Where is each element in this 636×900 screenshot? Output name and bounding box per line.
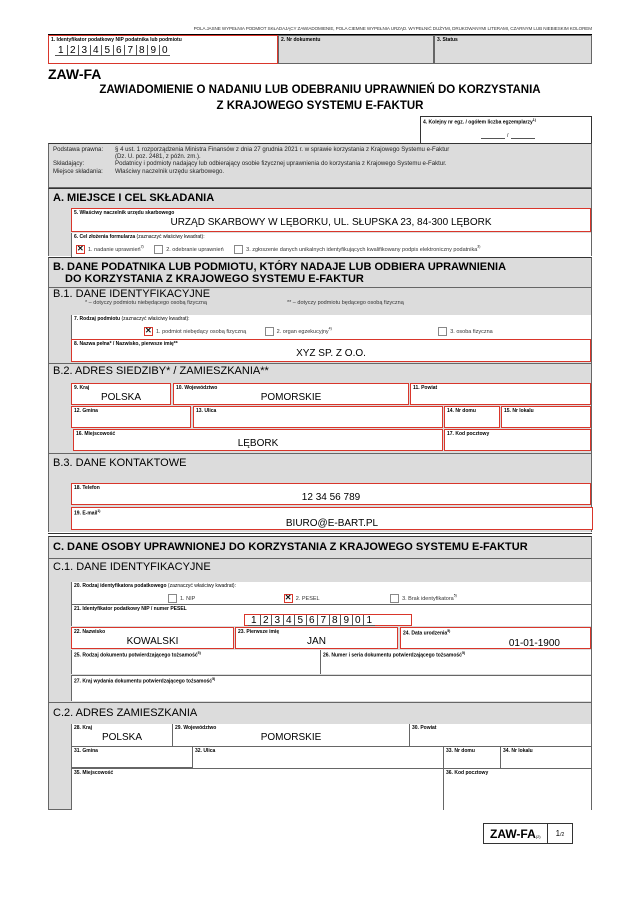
digit-cell: 9 (340, 615, 352, 626)
copy-number-field[interactable] (420, 116, 592, 144)
street-field[interactable] (193, 406, 443, 428)
digit-cell: 3 (78, 45, 90, 56)
entity-non-natural-label: 1. podmiot niebędący osobą fizyczną (156, 328, 247, 335)
section-b-title-line2: DO KORZYSTANIA Z KRAJOWEGO SYSTEMU E-FAKTUR (65, 273, 364, 285)
digit-cell: 4 (283, 615, 295, 626)
c-county-field[interactable] (410, 724, 591, 746)
status-label: 3. Status (437, 37, 458, 43)
digit-cell: 2 (67, 45, 79, 56)
country-value: POLSKA (100, 392, 142, 403)
section-b-title-line1: B. DANE PODATNIKA LUB PODMIOTU, KTÓRY NADAJE LUB ODBIERA UPRAWNIENIA (53, 261, 507, 273)
tax-office-value: URZĄD SKARBOWY W LĘBORKU, UL. SŁUPSKA 23, 84-300 LĘBORK (170, 217, 492, 228)
c-street-label: 32. Ulica (195, 748, 216, 754)
footnote-ref: 1) (532, 118, 536, 122)
county-field[interactable] (410, 383, 591, 405)
voivodeship-label: 10. Województwo (176, 385, 218, 391)
section-a (48, 188, 592, 256)
country-label: 9. Kraj (74, 385, 90, 391)
name-field[interactable] (71, 339, 591, 362)
c-commune-label: 31. Gmina (74, 748, 98, 754)
email-field[interactable] (71, 507, 593, 530)
legal-value: Właściwy naczelnik urzędu skarbowego. (115, 167, 225, 175)
copy-total-input[interactable] (511, 134, 535, 139)
c-voivodeship-field[interactable] (173, 724, 410, 746)
country-field[interactable] (71, 383, 171, 405)
id-none-label: 3. Brak identyfikatora (402, 595, 454, 602)
footnote-ref: 3) (477, 244, 481, 249)
id-pesel-checkbox[interactable] (284, 594, 293, 603)
postal-code-field[interactable] (444, 429, 591, 451)
phone-value: 12 34 56 789 (301, 492, 361, 503)
section-c (48, 536, 592, 810)
phone-label: 18. Telefon (74, 485, 100, 491)
apartment-number-label: 15. Nr lokalu (504, 408, 534, 414)
id-document-type-label: 25. Rodzaj dokumentu potwierdzającego tożsamość (74, 652, 198, 659)
c-house-number-label: 33. Nr domu (446, 748, 475, 754)
id-none-checkbox[interactable] (390, 594, 399, 603)
purpose-label: 6. Cel złożenia formularza (74, 234, 136, 240)
voivodeship-value: POMORSKIE (260, 392, 322, 403)
id-nip-checkbox[interactable] (168, 594, 177, 603)
c-voivodeship-value: POMORSKIE (260, 732, 322, 743)
section-c2-title: C.2. ADRES ZAMIESZKANIA (53, 707, 198, 719)
entity-non-natural-checkbox[interactable] (144, 327, 153, 336)
purpose-grant-checkbox[interactable] (76, 245, 85, 254)
birth-date-label: 24. Data urodzenia (403, 630, 448, 637)
legal-key: Składający: (53, 160, 85, 168)
purpose-revoke-checkbox[interactable] (154, 245, 163, 254)
digit-cell: 6 (306, 615, 318, 626)
footer-form-code: ZAW-FA (490, 827, 536, 841)
legal-value: § 4 ust. 1 rozporządzenia Ministra Finansów z dnia 27 grudnia 2021 r. w sprawie korzystania z Krajowego Systemu e-Faktur (115, 146, 450, 153)
footnote-ref: 5) (453, 593, 457, 598)
purpose-hint: (zaznaczyć właściwy kwadrat): (136, 234, 205, 240)
house-number-label: 14. Nr domu (447, 408, 476, 414)
surname-value: KOWALSKI (126, 636, 179, 647)
phone-field[interactable] (71, 483, 591, 505)
pesel-digits (245, 615, 411, 626)
pesel-field (71, 604, 591, 626)
pesel-input[interactable] (244, 614, 412, 626)
entity-type-label: 7. Rodzaj podmiotu (74, 316, 121, 322)
c-commune-field[interactable] (71, 746, 193, 768)
c-apartment-number-field[interactable] (501, 746, 591, 768)
form-code: ZAW-FA (48, 66, 102, 82)
footnote-ref: 5) (461, 651, 466, 655)
digit-cell: 1 (363, 615, 375, 626)
email-label: 19. E-mail (74, 510, 98, 517)
footnote-ref: 1) (97, 509, 101, 513)
legal-value: Podatnicy i podmioty nadający lub odbierający osobie fizycznej uprawnienia do korzystania z Krajowego Systemu e-Faktur. (115, 160, 447, 168)
id-document-country-field[interactable] (71, 675, 591, 701)
c-postal-code-label: 36. Kod pocztowy (446, 770, 489, 776)
nip-field-label: 1. Identyfikator podatkowy NIP podatnika lub podmiotu (51, 37, 182, 43)
digit-cell: 5 (101, 45, 113, 56)
birth-date-value: 01-01-1900 (508, 637, 560, 649)
digit-cell: 8 (329, 615, 341, 626)
c-locality-label: 35. Miejscowość (74, 770, 114, 776)
first-name-value: JAN (307, 636, 326, 647)
digit-cell: 2 (260, 615, 272, 626)
commune-label: 12. Gmina (74, 408, 98, 414)
entity-type-field (71, 315, 591, 339)
email-value: BIURO@E-BART.PL (285, 517, 379, 529)
pesel-label: 21. Identyfikator podatkowy NIP / numer PESEL (74, 606, 187, 612)
digit-cell: 0 (159, 45, 171, 56)
locality-label: 16. Miejscowość (76, 431, 116, 437)
c-apartment-number-label: 34. Nr lokalu (503, 748, 533, 754)
digit-cell: 7 (124, 45, 136, 56)
apartment-number-field[interactable] (501, 406, 591, 428)
name-value: XYZ SP. Z O.O. (296, 348, 366, 359)
id-pesel-label: 2. PESEL (295, 595, 320, 602)
digit-cell: 8 (136, 45, 148, 56)
entity-natural-checkbox[interactable] (438, 327, 447, 336)
section-b2-title: B.2. ADRES SIEDZIBY* / ZAMIESZKANIA** (53, 365, 269, 377)
digit-cell: 0 (352, 615, 364, 626)
id-document-country-label: 27. Kraj wydania dokumentu potwierdzającego tożsamość (74, 678, 213, 685)
id-type-field (71, 582, 591, 604)
form-title-line2: Z KRAJOWEGO SYSTEMU E-FAKTUR (216, 100, 424, 112)
id-document-number-label: 26. Numer i seria dokumentu potwierdzającego tożsamość (323, 652, 462, 659)
status-field (434, 35, 592, 64)
digit-cell: 6 (113, 45, 125, 56)
entity-enforcement-label: 2. organ egzekucyjny (276, 328, 329, 335)
footnote-ref: 2) (140, 244, 144, 249)
first-name-field[interactable] (235, 627, 398, 649)
footnote-ref: 5) (447, 629, 451, 633)
c-street-field[interactable] (193, 746, 444, 768)
tax-office-label: 5. Właściwy naczelnik urzędu skarbowego (74, 210, 175, 216)
id-document-type-field[interactable] (71, 650, 321, 674)
digit-cell: 5 (294, 615, 306, 626)
copy-separator: / (507, 133, 509, 139)
house-number-field[interactable] (444, 406, 500, 428)
purpose-signature-label: 3. zgłoszenie danych unikalnych identyfikujących kwalifikowany podpis elektroniczny podatnika (246, 246, 478, 253)
locality-field[interactable] (73, 429, 443, 451)
footnote-ref: 5) (212, 677, 216, 681)
county-label: 11. Powiat (413, 385, 438, 391)
legal-value: (Dz. U. poz. 2481, z późn. zm.). (115, 153, 201, 161)
header-fields-row (48, 34, 592, 64)
section-a-title: A. MIEJSCE I CEL SKŁADANIA (53, 192, 215, 204)
voivodeship-field[interactable] (173, 383, 409, 405)
entity-natural-label: 3. osoba fizyczna (450, 328, 493, 335)
page-footer (483, 823, 573, 844)
copy-number-label: 4. Kolejny nr egz. / ogółem liczba egzemplarzy (423, 119, 533, 126)
id-type-hint: (zaznaczyć właściwy kwadrat): (167, 583, 236, 589)
footer-page-number: 1 (555, 829, 561, 838)
section-b3-title: B.3. DANE KONTAKTOWE (53, 457, 187, 469)
tax-office-field[interactable] (71, 208, 591, 232)
entity-type-hint: (zaznaczyć właściwy kwadrat): (121, 316, 190, 322)
c-house-number-field[interactable] (444, 746, 501, 768)
c-county-label: 30. Powiat (412, 725, 437, 731)
surname-label: 22. Nazwisko (74, 629, 106, 635)
legal-basis-panel (48, 143, 592, 188)
section-b (48, 257, 592, 532)
birth-date-field[interactable] (400, 627, 591, 649)
digit-cell: 1 (55, 45, 67, 56)
c-country-label: 28. Kraj (74, 725, 93, 731)
entity-enforcement-checkbox[interactable] (265, 327, 274, 336)
id-nip-label: 1. NIP (180, 595, 196, 602)
commune-field[interactable] (71, 406, 191, 428)
note-non-natural-person: * – dotyczy podmiotu niebędącego osobą fizyczną (85, 300, 207, 306)
section-c1-title: C.1. DANE IDENTYFIKACYJNE (53, 561, 211, 573)
form-title-line1: ZAWIADOMIENIE O NADANIU LUB ODEBRANIU UPRAWNIEŃ DO KORZYSTANIA (99, 84, 541, 96)
digit-cell: 1 (248, 615, 260, 626)
section-c-title: C. DANE OSOBY UPRAWNIONEJ DO KORZYSTANIA Z KRAJOWEGO SYSTEMU E-FAKTUR (53, 541, 528, 553)
purpose-grant-label: 1. nadanie uprawnień (88, 246, 141, 253)
id-document-number-field[interactable] (321, 650, 591, 674)
document-number-field (278, 35, 434, 64)
legal-key: Podstawa prawna: (53, 146, 104, 153)
fill-instruction: POLA JASNE WYPEŁNIA PODMIOT SKŁADAJĄCY ZAWIADOMIENIE, POLA CIEMNE WYPEŁNIA URZĄD. WYPEŁNIĆ DUŻYMI, DRUKOWANYMI LITERAMI, CZARNYM LUB NIEBIESKIM KOLOREM (193, 26, 592, 31)
nip-digits (49, 45, 277, 56)
c-postal-code-field[interactable] (444, 768, 591, 810)
note-natural-person: ** – dotyczy podmiotu będącego osobą fizyczną (287, 300, 404, 306)
footer-page-total: /2 (560, 832, 565, 838)
legal-key: Miejsce składania: (53, 167, 103, 175)
legal-key (53, 153, 115, 160)
purpose-signature-checkbox[interactable] (234, 245, 243, 254)
postal-code-label: 17. Kod pocztowy (447, 431, 490, 437)
id-type-label: 20. Rodzaj identyfikatora podatkowego (74, 583, 167, 589)
street-label: 13. Ulica (196, 408, 217, 414)
footer-version: (2) (535, 834, 541, 839)
purpose-revoke-label: 2. odebranie uprawnień (166, 246, 224, 253)
section-b1-title: B.1. DANE IDENTYFIKACYJNE (53, 288, 211, 300)
name-label: 8. Nazwa pełna* / Nazwisko, pierwsze imię** (74, 341, 178, 347)
surname-field[interactable] (71, 627, 234, 649)
digit-cell: 7 (317, 615, 329, 626)
footnote-ref: 4) (328, 326, 332, 331)
c-country-field[interactable] (71, 724, 173, 746)
document-number-label: 2. Nr dokumentu (281, 37, 321, 43)
c-locality-field[interactable] (71, 768, 444, 810)
nip-field[interactable] (48, 35, 278, 64)
footnote-ref: 5) (197, 651, 201, 655)
first-name-label: 23. Pierwsze imię (238, 629, 280, 635)
digit-cell: 4 (90, 45, 102, 56)
c-voivodeship-label: 29. Województwo (175, 725, 217, 731)
c-country-value: POLSKA (101, 732, 143, 743)
digit-cell: 3 (271, 615, 283, 626)
copy-number-input[interactable] (481, 134, 505, 139)
digit-cell: 9 (147, 45, 159, 56)
locality-value: LĘBORK (237, 438, 279, 449)
purpose-field (71, 233, 591, 257)
